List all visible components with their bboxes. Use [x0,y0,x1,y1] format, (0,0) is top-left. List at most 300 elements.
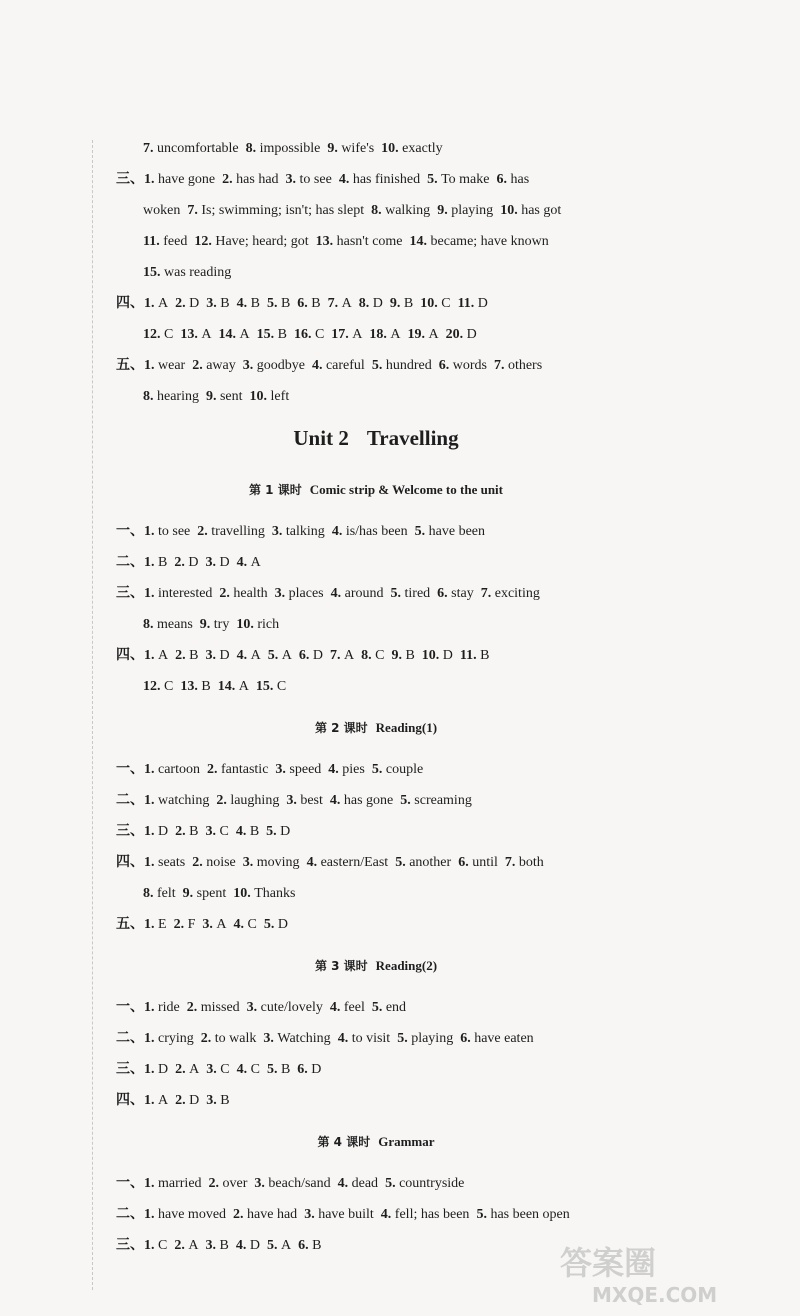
section-label: 三、 [116,171,144,187]
answer-text: C [158,1238,168,1253]
answer-number: 13. [315,234,337,249]
answer-text: A [201,327,212,342]
answer-item [263,1031,330,1046]
answer-number: 16. [293,327,315,342]
answer-item [209,1176,248,1191]
answer-item [192,855,236,870]
answer-number: 1. [144,586,158,601]
answer-text: to see [158,524,191,539]
answer-number: 6. [438,358,453,373]
answer-item [180,679,210,694]
answer-item [359,296,383,311]
answer-text: both [518,855,544,870]
answer-text: words [452,358,487,373]
answer-item [395,855,451,870]
answer-number: 15. [143,265,164,280]
answer-number: 1. [144,1000,158,1015]
answer-item [267,1238,291,1253]
answer-item [143,203,180,218]
answer-number: 3. [206,1062,221,1077]
answer-text: D [219,648,230,663]
answer-number: 2. [174,1238,189,1253]
answer-number: 1. [144,648,158,663]
lesson-title [96,464,656,516]
answer-number: 12. [194,234,216,249]
answer-item [180,327,211,342]
answer-line [116,816,656,847]
answer-number: 3. [254,1176,269,1191]
lesson-title [96,702,656,754]
answer-text: F [187,917,196,932]
answer-text: talking [285,524,325,539]
answer-text: B [219,1238,229,1253]
answer-number: 6. [297,296,312,311]
answer-number: 10. [233,886,255,901]
answer-text: B [201,679,211,694]
answer-number: 5. [266,1062,281,1077]
answer-item [264,917,288,932]
answer-item [437,203,493,218]
answer-line [116,288,656,319]
answer-text: A [216,917,227,932]
answer-text: moving [256,855,300,870]
answer-text: D [189,1093,200,1108]
lesson-name: Grammar [378,1134,435,1149]
answer-item [206,389,243,404]
answer-number: 3. [286,793,301,808]
answer-text: B [403,296,414,311]
unit-number: Unit 2 [293,426,349,450]
answer-number: 10. [249,389,271,404]
answer-item [175,1093,199,1108]
answer-number: 4. [337,1176,352,1191]
answer-text: careful [325,358,365,373]
answer-number: 9. [437,203,452,218]
answer-number: 4. [329,1000,344,1015]
answer-text: wife's [341,141,375,156]
answer-item [197,524,265,539]
answer-line [116,1085,656,1116]
answer-text: B [312,1238,322,1253]
lesson-title [96,940,656,992]
answer-number: 6. [458,855,473,870]
answer-text: A [158,648,169,663]
answer-item [143,327,173,342]
answer-number: 1. [144,917,158,932]
answer-number: 5. [397,1031,412,1046]
answer-number: 11. [457,296,478,311]
answer-line [116,547,656,578]
answer-item [372,762,423,777]
answer-item [187,1000,240,1015]
answer-text: places [288,586,324,601]
answer-text: D [249,1238,260,1253]
answer-line [116,909,656,940]
answer-item [420,296,450,311]
section-label: 一、 [116,1175,144,1191]
answer-item [304,1207,374,1222]
section-label: 三、 [116,1061,144,1077]
answer-number: 3. [285,172,300,187]
answer-item [144,1207,226,1222]
answer-text: seats [158,855,186,870]
answer-item [391,648,414,663]
answer-item [422,648,453,663]
answer-number: 5. [371,358,386,373]
answer-number: 14. [409,234,431,249]
answer-item [144,358,185,373]
answer-text: felt [157,886,176,901]
answer-number: 1. [144,1238,158,1253]
answer-item [222,172,278,187]
section-label: 二、 [116,1030,144,1046]
answer-number: 2. [175,1093,190,1108]
answer-number: 1. [144,1093,158,1108]
answer-item [327,141,374,156]
answer-text: stay [451,586,474,601]
unit-title [96,412,656,464]
answer-text: interested [158,586,213,601]
answer-number: 7. [504,855,519,870]
answer-item [458,296,488,311]
answer-item [286,793,323,808]
answer-number: 5. [414,524,429,539]
answer-number: 8. [245,141,260,156]
answer-text: C [164,679,174,694]
answer-number: 4. [236,296,251,311]
answer-number: 3. [263,1031,278,1046]
answer-item [237,296,260,311]
answer-item [187,203,364,218]
answer-text: countryside [399,1176,465,1191]
answer-text: ride [158,1000,180,1015]
answer-item [299,648,323,663]
lesson-name: Reading(1) [375,720,438,735]
answer-number: 3. [205,824,220,839]
answer-number: 3. [205,555,220,570]
answer-line [116,1168,656,1199]
answer-text: C [250,1062,260,1077]
answer-text: C [375,648,385,663]
answer-text: another [409,855,452,870]
answer-text: B [277,327,287,342]
answer-text: fell; has been [394,1207,470,1222]
answer-item [216,793,279,808]
answer-text: hearing [157,389,199,404]
answer-item [219,586,267,601]
answer-text: until [472,855,498,870]
answer-number: 1. [144,555,158,570]
answer-line [116,164,656,195]
answer-text: A [352,327,363,342]
answer-item [237,555,261,570]
answer-number: 2. [175,296,190,311]
section-label: 五、 [116,357,144,373]
answer-text: noise [206,855,236,870]
answer-number: 2. [206,762,221,777]
answer-item [205,555,229,570]
answer-line [116,578,656,609]
answer-item [144,648,168,663]
answer-text: D [466,327,477,342]
answer-text: D [158,824,169,839]
answer-text: impossible [259,141,321,156]
answer-number: 4. [306,855,321,870]
answer-number: 4. [236,648,251,663]
answer-text: B [405,648,415,663]
answer-number: 15. [255,679,277,694]
answer-text: A [343,648,355,663]
answer-item [205,648,229,663]
answer-line [116,1023,656,1054]
answer-item [458,855,498,870]
answer-text: To make [441,172,490,187]
answer-number: 1. [144,793,158,808]
answer-item [297,1062,321,1077]
answer-line [116,350,656,381]
answer-number: 4. [337,1031,352,1046]
answer-item [415,524,485,539]
answer-item [194,234,308,249]
answer-line [116,226,656,257]
answer-number: 9. [389,296,404,311]
answer-number: 2. [216,793,231,808]
answer-text: others [507,358,543,373]
answer-item [446,327,477,342]
answer-item [500,203,561,218]
answer-item [307,855,389,870]
answer-item [385,1176,464,1191]
answer-item [174,1238,198,1253]
answer-number: 14. [217,679,239,694]
answer-text: C [220,1062,230,1077]
answer-text: to walk [214,1031,257,1046]
section-label: 一、 [116,999,144,1015]
answer-text: C [164,327,174,342]
answer-number: 8. [361,648,376,663]
answer-text: A [281,648,292,663]
answer-text: A [188,1238,199,1253]
answer-text: try [213,617,230,632]
answer-number: 4. [235,824,250,839]
answer-text: B [311,296,321,311]
answer-item [206,1093,229,1108]
answer-item [439,358,487,373]
answer-item [257,327,287,342]
answer-text: watching [158,793,210,808]
section-label: 三、 [116,1237,144,1253]
answer-number: 2. [192,358,207,373]
answer-text: health [233,586,268,601]
answer-number: 2. [173,917,188,932]
answer-item [143,389,199,404]
answer-number: 13. [180,679,202,694]
answer-number: 3. [304,1207,319,1222]
answer-text: rich [257,617,280,632]
answer-number: 4. [236,555,251,570]
answer-number: 11. [459,648,481,663]
answer-text: fantastic [220,762,269,777]
answer-text: B [220,296,230,311]
section-label: 一、 [116,523,144,539]
answer-number: 3. [275,762,290,777]
answer-number: 5. [427,172,442,187]
answer-item [268,648,292,663]
answer-item [371,203,430,218]
answer-number: 6. [496,172,511,187]
answer-text: crying [158,1031,194,1046]
answer-item [330,1000,365,1015]
answer-number: 12. [143,327,164,342]
section-label: 四、 [116,1092,144,1108]
answer-text: end [385,1000,407,1015]
answer-text: B [280,1062,291,1077]
answer-item [332,524,408,539]
answer-item [328,296,352,311]
answer-item [202,917,226,932]
answer-number: 2. [222,172,237,187]
answer-number: 10. [381,141,403,156]
answer-number: 9. [205,389,220,404]
answer-text: laughing [230,793,280,808]
answer-item [236,1238,260,1253]
answer-number: 5. [263,917,278,932]
answer-number: 1. [144,1062,158,1077]
answer-item [297,296,320,311]
answer-number: 3. [202,917,217,932]
answer-text: E [158,917,167,932]
answer-text: to see [299,172,332,187]
answer-item [144,1093,168,1108]
answer-text: over [222,1176,248,1191]
answer-line [116,671,656,702]
answer-text: feed [163,234,188,249]
answer-text: sent [219,389,243,404]
answer-text: exactly [402,141,443,156]
answer-text: A [280,1238,292,1253]
answer-item [400,793,472,808]
answer-number: 1. [144,1031,158,1046]
answer-item [316,234,403,249]
answer-text: A [341,296,352,311]
answer-text: around [344,586,384,601]
answer-text: screaming [414,793,472,808]
answer-number: 3. [206,1093,221,1108]
answer-number: 3. [205,648,220,663]
section-label: 四、 [116,647,144,663]
answer-item [390,296,413,311]
answer-number: 10. [236,617,258,632]
section-label: 四、 [116,295,144,311]
answer-number: 6. [298,648,313,663]
answer-text: A [158,1093,169,1108]
answer-text: have had [247,1207,298,1222]
answer-item [243,855,300,870]
answer-number: 4. [236,1062,251,1077]
answer-item [339,172,420,187]
answer-text: has been open [490,1207,570,1222]
answer-text: B [220,1093,230,1108]
answer-text: D [280,824,291,839]
answer-item [338,1031,391,1046]
answer-text: left [270,389,290,404]
answer-item [183,886,227,901]
answer-item [437,586,474,601]
answer-text: D [311,1062,322,1077]
answer-text: B [158,555,168,570]
answer-number: 8. [143,389,157,404]
answer-item [381,141,442,156]
answer-number: 4. [329,793,344,808]
answer-item [144,917,167,932]
section-label: 三、 [116,585,144,601]
answer-text: travelling [211,524,265,539]
answer-text: have been [428,524,485,539]
answer-number: 2. [208,1176,223,1191]
answer-text: B [250,296,260,311]
answer-item [233,917,256,932]
answer-text: became; have known [430,234,549,249]
answer-line [116,609,656,640]
answer-number: 10. [421,648,443,663]
svg-text:答案圈: 答案圈 [560,1244,657,1282]
answer-number: 5. [395,855,410,870]
answer-item [372,1000,406,1015]
answer-item [144,1176,202,1191]
answer-number: 2. [219,586,234,601]
answer-text: D [158,1062,169,1077]
answer-number: 4. [233,917,248,932]
answer-text: C [247,917,257,932]
answer-text: A [158,296,169,311]
answer-item [330,793,393,808]
answer-text: couple [385,762,424,777]
answer-text: missed [200,1000,240,1015]
answer-text: B [189,824,199,839]
answer-item [361,648,384,663]
answer-text: have moved [158,1207,227,1222]
answer-number: 1. [144,1176,158,1191]
answer-number: 11. [143,234,164,249]
answer-text: beach/sand [268,1176,331,1191]
answer-item [144,555,167,570]
answer-item [338,1176,378,1191]
answer-item [144,524,190,539]
answer-number: 5. [385,1176,400,1191]
answer-number: 5. [476,1207,491,1222]
answer-item [144,1031,194,1046]
answer-item [174,555,198,570]
answer-text: spent [196,886,227,901]
answer-text: tired [404,586,431,601]
answer-text: D [312,648,323,663]
answer-item [143,265,231,280]
answer-text: means [157,617,193,632]
answer-text: dead [351,1176,379,1191]
answer-text: cartoon [158,762,200,777]
answer-number: 3. [246,1000,261,1015]
section-label: 二、 [116,792,144,808]
answer-text: D [372,296,383,311]
answer-text: D [219,555,230,570]
answer-item [391,586,431,601]
lesson-number: 第 2 课时 [314,721,368,735]
answer-number: 7. [493,358,508,373]
unit-name: Travelling [366,426,459,450]
answer-text: have gone [158,172,216,187]
answer-text: pies [342,762,365,777]
answer-item [144,762,200,777]
